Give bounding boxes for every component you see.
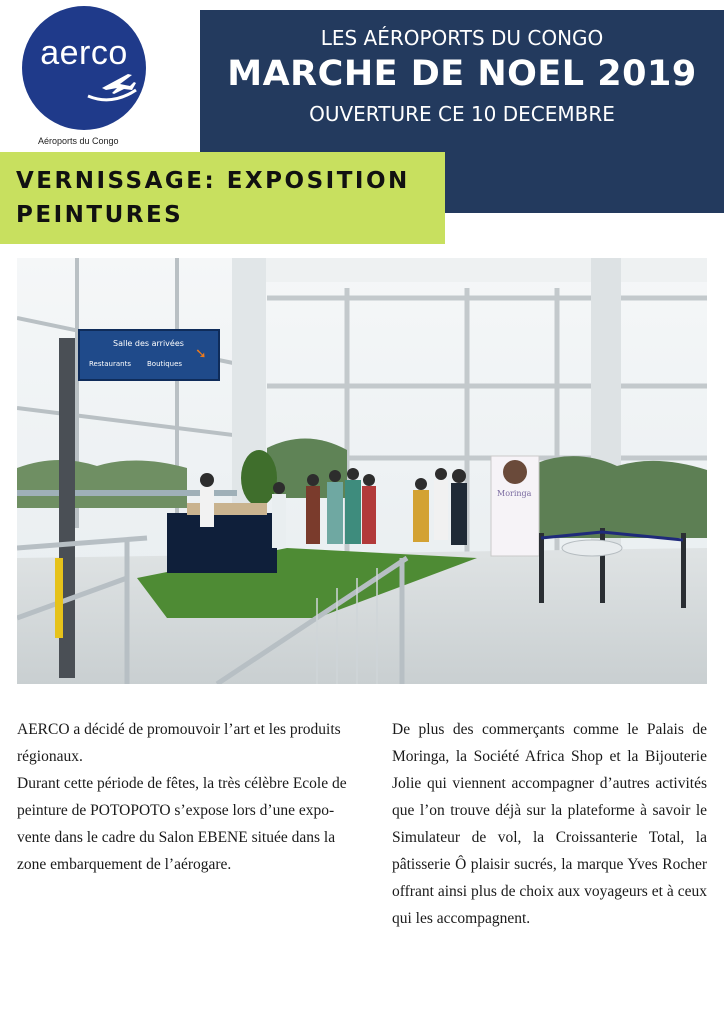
sign-arrow-icon: ➘ xyxy=(195,346,207,362)
section-title-box xyxy=(0,152,445,244)
banner-title: MARCHE DE NOEL 2019 xyxy=(227,54,697,94)
photo-banner-text: Moringa xyxy=(497,489,532,498)
airplane-icon xyxy=(84,66,140,106)
airport-exhibition-photo xyxy=(17,258,707,684)
article-paragraph: Durant cette période de fêtes, la très célèbre Ecole de peinture de POTOPOTO s’expose lors d’une expo-vente dans le cadre du Salon EBENE située dans la zone embarquement de l’aérogare. xyxy=(17,775,347,873)
aerco-logo xyxy=(0,0,200,150)
article-right-column xyxy=(392,716,707,932)
article-left-column xyxy=(17,716,362,878)
article-paragraph: AERCO a décidé de promouvoir l’art et les produits régionaux. xyxy=(17,721,341,765)
logo-circle xyxy=(22,6,146,130)
logo-wordmark: aerco xyxy=(40,34,128,72)
sign-arrivals: Salle des arrivées xyxy=(113,339,184,348)
logo-caption: Aéroports du Congo xyxy=(38,136,119,146)
article-paragraph: De plus des commerçants comme le Palais de Moringa, la Société Africa Shop et la Bijouterie Jolie qui viennent accompagner d’autres activités que l’on trouve déjà sur la plateforme à savoir le Simulateur de vol, la Croissanterie Total, la pâtisserie Ô plaisir sucrés, la marque Yves Rocher offrant ainsi plus de choix aux voyageurs et à ceux qui les accompagnent. xyxy=(392,721,707,927)
banner-date: OUVERTURE CE 10 DECEMBRE xyxy=(309,102,615,126)
banner-subtitle: LES AÉROPORTS DU CONGO xyxy=(320,26,604,50)
sign-restaurants: Restaurants xyxy=(89,360,131,368)
sign-shops: Boutiques xyxy=(147,360,183,368)
section-title: VERNISSAGE: EXPOSITION PEINTURES xyxy=(16,168,410,228)
